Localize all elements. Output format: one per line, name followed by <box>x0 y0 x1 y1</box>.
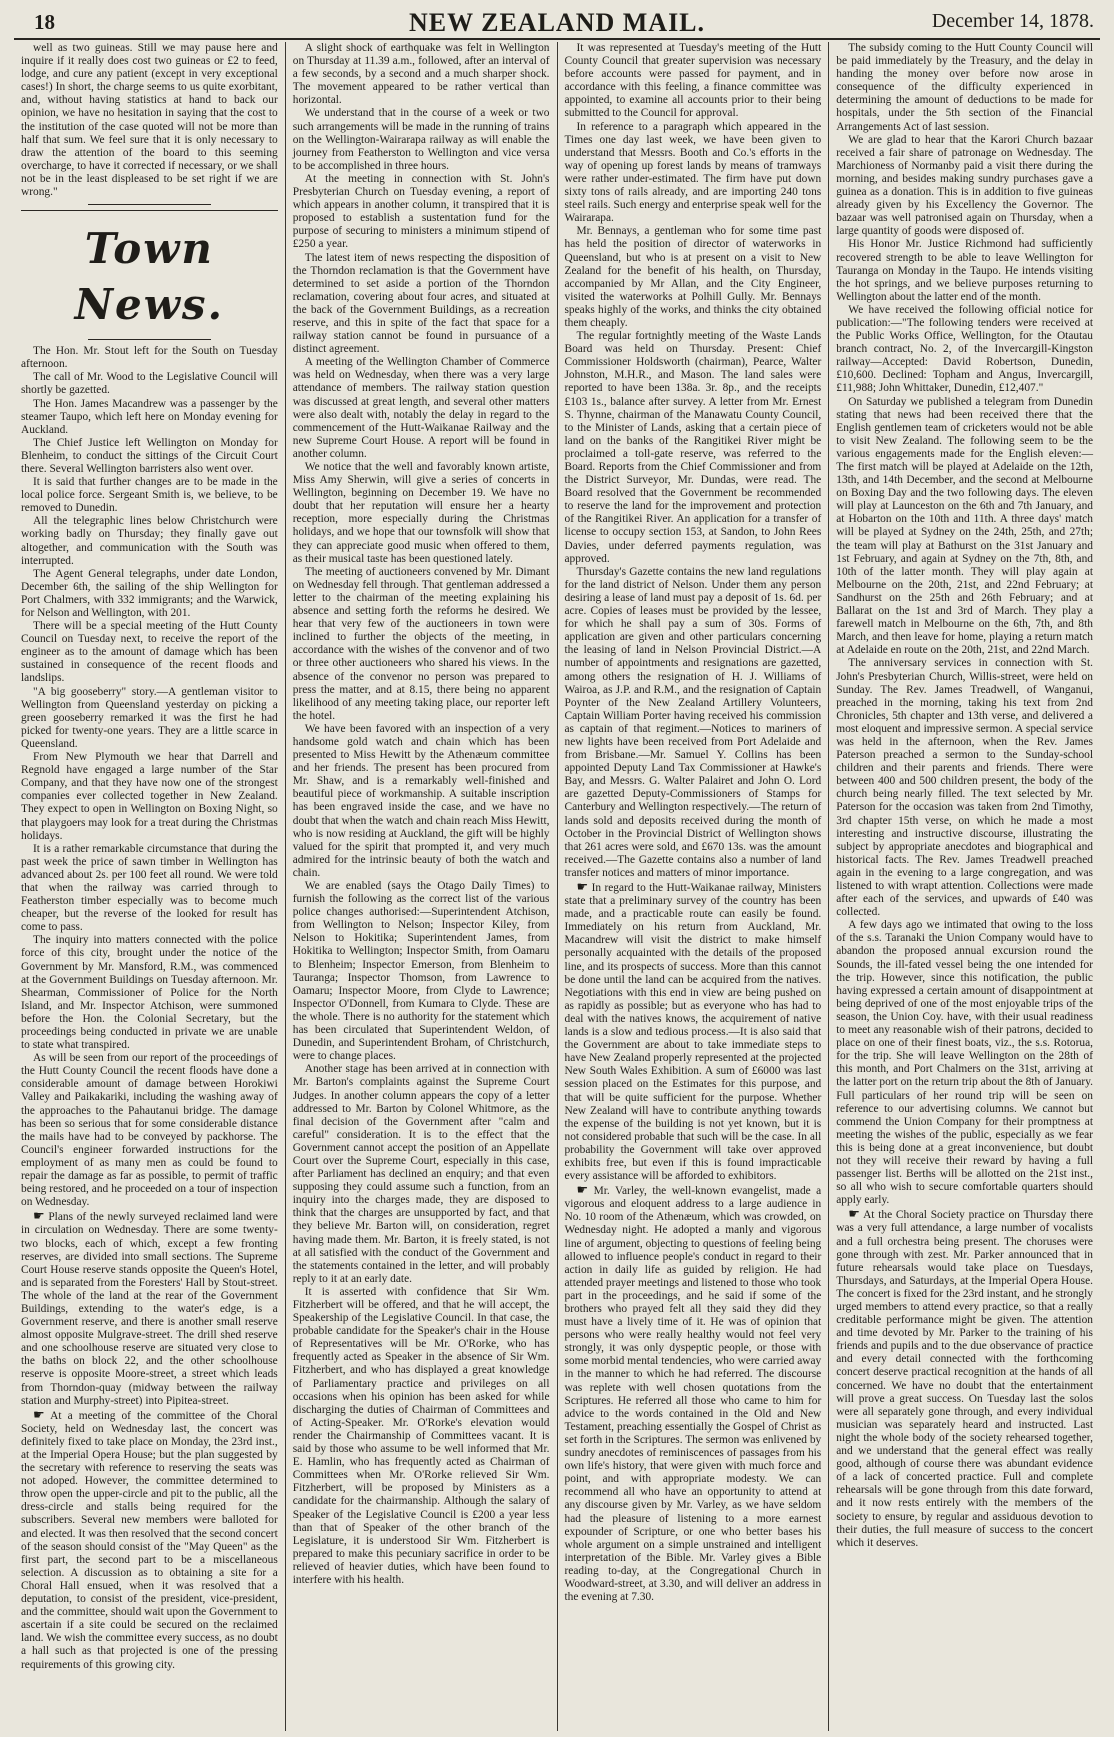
paragraph-text: Plans of the newly surveyed reclaimed land were in circulation on Wednesday. There are some twenty-two blocks, each of which, except a few fronting reserves, are divided into small sections. The Supreme Court House reserve stands opposite the Queen's Hotel, and is separated from the Foresters' Hall by Stout-street. The whole of the land at the rear of the Government Buildings, extending to the water's edge, is a Government reserve, and there is another small reserve almost opposite Mulgrave-street. The drill shed reserve and one schoolhouse reserve are situated very close to the baths on block 22, and the other schoolhouse reserve is opposite Moore-street, a street which leads from Thorndon-quay (midway between the railway station and Murphy-street) into Pipitea-street. <box>21 1211 278 1407</box>
paragraph-text: Another stage has been arrived at in connection with Mr. Barton's complaints against the Supreme Court Judges. In another column appears the copy of a letter addressed to Mr. Barton by Colonel Whitmore, as the final decision of the Government after "calm and careful" consideration. It is to the effect that the Government cannot accept the position of an Appellate Court over the Supreme Court, especially in this case, after Parliament has declined an enquiry; and that even supposing they could assume such a function, from an inquiry into the charges made, they are disposed to think that the charges are unsupported by fact, and that they believe Mr. Barton will, on consideration, regret having made them. Mr. Barton, it is freely stated, is not at all satisfied with the conduct of the Government and the statements contained in the letter, and will probably reply to it at an early date. <box>292 1063 550 1285</box>
masthead <box>14 8 1100 40</box>
section-divider <box>88 204 211 205</box>
paragraph-text: The Hon. James Macandrew was a passenger by the steamer Taupo, which left here on Monday evening for Auckland. <box>21 397 278 436</box>
paragraph-text: "A big gooseberry" story.—A gentleman visitor to Wellington from Queensland yesterday on picking a green gooseberry remarked it was the first he had picked for twenty-one years. They are a little scarce in Queensland. <box>21 685 278 750</box>
news-paragraph <box>836 1207 1093 1549</box>
news-paragraph <box>293 1063 550 1286</box>
news-paragraph <box>293 356 550 461</box>
pointing-hand-icon: ☛ <box>576 1182 589 1198</box>
news-paragraph <box>293 880 550 1063</box>
section-heading-town-news: Town News. <box>74 224 225 330</box>
newspaper-columns <box>14 42 1100 1731</box>
paragraph-text: The subsidy coming to the Hutt County Council will be paid immediately by the Treasury, and the delay in handing the money over before now arose in consequence of the difficulty experienced in determining the amount of deductions to be made for hospitals, under the 5th section of the Financial Arrangements Act of last session. <box>836 42 1093 133</box>
paragraph-text: The latest item of news respecting the disposition of the Thorndon reclamation is that the Government have determined to set aside a portion of the Thorndon reclamation, covering about four acres, and situated at the back of the Government Buildings, as a recreation reserve, and this in spite of the fact that space for a railway station cannot be found in pursuance of a distinct agreement. <box>292 251 550 356</box>
paragraph-text: We have been favored with an inspection of a very handsome gold watch and chain which has been presented to Miss Hewitt by the Athenæum committee and her friends. The present has been procured from Mr. Shaw, and is a remarkably well-finished and beautiful piece of workmanship. A suitable inscription has been engraved inside the case, and we have no doubt that when the watch and chain reach Miss Hewitt, who is now residing at Auckland, the gift will be highly valued for the spirit that prompted it, and very much admired for the intrinsic beauty of both the watch and chain. <box>292 722 550 879</box>
news-paragraph <box>21 398 278 437</box>
news-paragraph <box>21 620 278 685</box>
issue-date: December 14, 1878. <box>931 10 1094 32</box>
news-paragraph <box>836 304 1093 396</box>
news-paragraph <box>21 568 278 620</box>
news-paragraph <box>836 657 1093 919</box>
paragraph-text: Thursday's Gazette contains the new land regulations for the land district of Nelson. Under them any person desiring a lease of land must pay a deposit of 1s. 6d. per acre. Copies of leases must be provided by the lessee, for which he shall pay a sum of 30s. Forms of application are given and other particulars concerning the leasing of land in Nelson Provincial District.—A number of appointments and resignations are gazetted, among others the resignation of H. J. Williams of Wairoa, as J.P. and R.M., and the resignation of Captain Poynter of the New Zealand Artillery Volunteers, Captain William Porter having received his commission as captain of that regiment.—Notices to mariners of new lights have been received from Port Adelaide and from Brisbane.—Mr. Samuel Y. Collins has been appointed Deputy Land Tax Commissioner at Hawke's Bay, and Messrs. G. Walter Palairet and John O. Lord are gazetted Deputy-Commissioners of Stamps for Canterbury and Wellington respectively.—The return of lands sold and deposits received during the month of October in the Provincial District of Wellington shows that 261 acres were sold, and £670 13s. was the amount received.—The Gazette contains also a number of land transfer notices and matters of minor importance. <box>564 565 822 879</box>
paragraph-text: A meeting of the Wellington Chamber of Commerce was held on Wednesday, when there was a very large attendance of members. The railway station question was discussed at great length, and several other matters were also dealt with, notably the delay in regard to the commencement of the Hutt-Waikanae Railway and the new Supreme Court House. A report will be found in another column. <box>292 356 550 460</box>
paragraph-text: The anniversary services in connection with St. John's Presbyterian Church, Willis-street, were held on Sunday. The Rev. James Treadwell, of Wanganui, preached in the morning, taking his text from 2nd Chronicles, 5th chapter and 13th verse, and delivered a most eloquent and impressive sermon. A special service was held in the afternoon, when the Rev. James Paterson preached a sermon to the Sunday-school children and their parents and friends. There were between 400 and 500 children present, the body of the church being nearly filled. The text selected by Mr. Paterson for the occasion was taken from 2nd Timothy, 3rd chapter 15th verse, on which he made a most interesting and instructive discourse, illustrating the subject by appropriate anecdotes and biographical and historical facts. The Rev. James Treadwell preached again in the evening to a large congregation, and was listened to with wrapt attention. Collections were made after each of the services, and upwards of £40 was collected. <box>836 657 1093 919</box>
paragraph-text: At the meeting in connection with St. John's Presbyterian Church on Tuesday evening, a report of which appears in another column, it transpired that it is proposed to establish a sustentation fund for the purpose of securing to ministers a minimum stipend of £250 a year. <box>292 172 550 251</box>
pointing-hand-icon: ☛ <box>33 1208 45 1224</box>
news-paragraph <box>293 566 550 723</box>
news-paragraph <box>836 238 1093 303</box>
paragraph-text: It was represented at Tuesday's meeting of the Hutt County Council that greater supervision was necessary before accounts were passed for payment, and in accordance with this feeling, a finance committee was appointed, to examine all accounts prior to their being submitted to the Council for approval. <box>564 42 822 120</box>
news-paragraph <box>565 225 822 330</box>
news-paragraph <box>293 461 550 566</box>
pointing-hand-icon: ☛ <box>33 1406 45 1422</box>
paragraph-text: In regard to the Hutt-Waikanae railway, Ministers state that a preliminary survey of the country has been made, and a practicable route can easily be found. Immediately on his return from Auckland, Mr. Macandrew will visit the district to make himself personally acquainted with the details of the proposed line, and its prospects of success. More than this cannot be done until the land can be acquired from the natives. Negotiations with this end in view are being pushed on as rapidly as possible; but as everyone who has had to deal with the natives knows, the acquirement of native lands is a slow and tedious process.—It is also said that the Government are about to take immediate steps to have New Zealand properly represented at the projected New South Wales Exhibition. A sum of £6000 was last session placed on the Estimates for this purpose, and that will be quite sufficient for the purpose. Whether New Zealand will have to contribute anything towards the expense of the building is not yet known, but it is not considered probable that such will be the case. In all probability the Government will take over approved exhibits free, but even if this is found impracticable every assistance will be afforded to exhibitors. <box>564 882 822 1183</box>
paragraph-text: His Honor Mr. Justice Richmond had sufficiently recovered strength to be able to leave Wellington for Tauranga on Monday in the Taupo. He intends visiting the hot springs, and we believe purposes returning to Wellington about the latter end of the month. <box>836 238 1093 303</box>
news-paragraph <box>565 330 822 566</box>
paragraph-text: It is a rather remarkable circumstance that during the past week the price of sawn timber in Wellington has advanced about 2s. per 100 feet all round. We were told that when the railway was carried through to Featherston timber especially was to become much cheaper, but the reverse of the looked for result has come to pass. <box>21 842 278 934</box>
paragraph-text: Mr. Varley, the well-known evangelist, made a vigorous and eloquent address to a large audience in No. 10 room of the Athenæum, which was crowded, on Wednesday night. He adopted a manly and vigorous line of argument, objecting to questions of feeling being allowed to influence people's conduct in regard to their action in daily life as guided by religion. He had attended prayer meetings and listened to those who took part in the proceedings, and he said if some of the brothers who prayed felt all they said they did they must have a lively time of it. He was of opinion that persons who were really healthy would not feel very strongly, it was only dyspeptic people, or those with some morbid mental tendencies, who were carried away in the manner to which he had referred. The discourse was replete with well chosen quotations from the Scriptures. He referred all those who came to him for advice to the words contained in the Old and New Testament, preaching essentially the Gospel of Christ as set forth in the Scriptures. The sermon was enlivened by sundry anecdotes of reminiscences of passages from his own life's history, that were given with much force and point, and with appropriate modesty. We can recommend all who have an opportunity to attend at any discourse given by Mr. Varley, as we have seldom had the pleasure of listening to a more earnest expounder of Scripture, or one who better bases his whole argument on a simple unstrained and intelligent interpretation of the Bible. Mr. Varley gives a Bible reading to-day, at the Congregational Church in Woodward-street, at 3.30, and will deliver an address in the evening at 7.30. <box>564 1185 822 1604</box>
paragraph-text: It is asserted with confidence that Sir Wm. Fitzherbert will be offered, and that he will accept, the Speakership of the Legislative Council. In that case, the probable candidate for the Speaker's chair in the House of Representatives will be Mr. O'Rorke, who has frequently acted as Speaker in the absence of Sir Wm. Fitzherbert, and who has displayed a great knowledge of Parliamentary practice and privileges on all occasions when his opinion has been asked for while discharging the duties of Chairman of Committees and of Acting-Speaker. Mr. O'Rorke's elevation would render the Chairmanship of Committees vacant. It is said by those who assume to be well informed that Mr. E. Hamlin, who has frequently acted as Chairman of Committees when Mr. O'Rorke relieved Sir Wm. Fitzherbert, will be proposed by Ministers as a candidate for the chairmanship. Although the salary of Speaker of the Legislative Council is £200 a year less than that of Speaker of the other branch of the Legislature, it is understood Sir Wm. Fitzherbert is prepared to make this pecuniary sacrifice in order to be relieved of heavier duties, which have been found to interfere with his health. <box>292 1285 550 1586</box>
paragraph-text: It is said that further changes are to be made in the local police force. Sergeant Smith is, we believe, to be removed to Dunedin. <box>21 476 278 515</box>
news-paragraph <box>21 1052 278 1209</box>
news-paragraph <box>836 134 1093 239</box>
news-paragraph <box>565 880 822 1183</box>
paragraph-text: All the telegraphic lines below Christchurch were working badly on Thursday; they finally gave out altogether, and communication with the South was interrupted. <box>21 515 278 567</box>
paragraph-text: The regular fortnightly meeting of the Waste Lands Board was held on Thursday. Present: Chief Commissioner Holdsworth (chairman), Pearce, Walter Johnston, M.H.R., and Mason. The land sales were reported to have been 138a. 3r. 8p., and the receipts £103 1s., balance after survey. A letter from Mr. Ernest S. Thynne, chairman of the Manawatu County Council, to the Minister of Lands, asking that a certain piece of land on the banks of the Rangitikei River might be proclaimed a toll-gate reserve, was referred to the Board. Reports from the Chief Commissioner and from the District Surveyor, Mr. Dundas, were read. The Board resolved that the Government be recommended to reserve the land for the improvement and protection of the Rangitikei River. An application for a transfer of license to occupy section 153, at Sandon, to John Rees Davies, under deferred payments regulation, was approved. <box>564 330 822 565</box>
news-paragraph <box>565 1183 822 1604</box>
news-paragraph <box>293 252 550 357</box>
paragraph-text: We have received the following official notice for publication:—"The following tenders were received at the Public Works Office, Wellington, for the Otautau branch contract, No. 2, of the Invercargill-Kingston railway—Accepted: David Robertson, Dunedin, £10,600. Declined: Topham and Angus, Invercargill, £11,988; John Whittaker, Dunedin, £12,407." <box>836 303 1093 395</box>
news-paragraph <box>21 686 278 751</box>
paragraph-text: In reference to a paragraph which appeared in the Times one day last week, we have been given to understand that Messrs. Booth and Co.'s efforts in the way of opening up forest lands by means of tramways were rather under-estimated. The firm have put down sixty tons of rails already, and are importing 240 tons steel rails. Such energy and enterprise speak well for the Wairarapa. <box>564 120 822 225</box>
paragraph-text: Mr. Bennays, a gentleman who for some time past has held the position of director of waterworks in Queensland, but who is at present on a visit to New Zealand for the benefit of his health, on Thursday, accompanied by Mr Allan, and the City Engineer, visited the waterworks at Polhill Gully. Mr. Bennays speaks highly of the works, and thinks the city obtained them cheaply. <box>564 225 822 329</box>
paragraph-text: As will be seen from our report of the proceedings of the Hutt County Council the recent floods have done a considerable amount of damage between Horokiwi Valley and Paikakariki, including the washing away of the approaches to the Pahautanui bridge. The damage has been so serious that for some considerable distance the mails have had to be conveyed by packhorse. The Council's engineer forwarded instructions for the employment of as many men as could be found to repair the damage as far as possible, to permit of traffic being restored, and he proceeded on a tour of inspection on Wednesday. <box>21 1052 278 1209</box>
news-paragraph <box>21 1408 278 1672</box>
paragraph-text: The meeting of auctioneers convened by Mr. Dimant on Wednesday fell through. That gentleman addressed a letter to the chairman of the meeting explaining his absence and setting forth the reforms he desired. We hear that very few of the auctioneers in town were inclined to further the objects of the meeting, in accordance with the wishes of the convenor and of two or three other auctioneers who shared his views. In the absence of the convenor no person was prepared to press the matter, and at 8.15, there being no apparent likelihood of any meeting taking place, our reporter left the hotel. <box>292 565 550 722</box>
paragraph-text: The Agent General telegraphs, under date London, December 6th, the sailing of the ship Wellington for Port Chalmers, with 332 immigrants; and the Warwick, for Nelson and Wellington, with 201. <box>21 567 278 619</box>
section-divider <box>21 210 278 211</box>
news-paragraph <box>836 42 1093 134</box>
paragraph-text: The inquiry into matters connected with the police force of this city, brought under the notice of the Government by Mr. Mansford, R.M., was commenced at the Government Buildings on Tuesday afternoon. Mr. Shearman, Commissioner of Police for the North Island, and Mr. Inspector Atchison, were summoned before the Hon. the Colonial Secretary, but the proceedings being conducted in private we are unable to state what transpired. <box>21 934 278 1052</box>
news-paragraph <box>21 371 278 397</box>
paragraph-text: There will be a special meeting of the Hutt County Council on Tuesday next, to receive the report of the engineer as to the amount of damage which has been sustained in consequence of the recent floods and landslips. <box>21 620 278 685</box>
column-3 <box>558 42 830 1731</box>
news-paragraph <box>293 723 550 880</box>
paragraph-text: From New Plymouth we hear that Darrell and Regnold have engaged a large number of the Star Company, and that they have now one of the strongest companies ever collected together in New Zealand. They expect to open in Wellington on Boxing Night, so that playgoers may look for a treat during the Christmas holidays. <box>21 751 278 842</box>
news-paragraph <box>293 42 550 107</box>
section-divider <box>88 339 211 340</box>
column-4 <box>829 42 1100 1731</box>
news-paragraph <box>565 121 822 226</box>
news-paragraph <box>836 919 1093 1207</box>
paragraph-text: The Chief Justice left Wellington on Monday for Blenheim, to conduct the sittings of the Circuit Court there. Several Wellington barristers also went over. <box>21 436 278 475</box>
paragraph-text: The call of Mr. Wood to the Legislative Council will shortly be gazetted. <box>21 371 278 397</box>
paragraph-text: A few days ago we intimated that owing to the loss of the s.s. Taranaki the Union Company would have to abandon the proposed annual excursion round the Sounds, the ill-fated vessel being the one intended for the trip. However, since this notification, the public having expressed a certain amount of disappointment at being deprived of one of the most enjoyable trips of the season, the Union Coy. have, with their usual readiness to meet any reasonable wish of their patrons, decided to place on one of their finest boats, viz., the s.s. Rotorua, for the trip. She will leave Wellington on the 28th of this month, and Port Chalmers on the 31st, arriving at the latter port on the return trip about the 8th of January. Full particulars of her round trip will be seen on reference to our advertising columns. We cannot but commend the Union Company for their promptness at meeting the wishes of the public, especially as we fear this is being done at a great inconvenience, but doubt not they will receive their reward by having a full passenger list. Berths will be allotted on the 21st inst., so all who wish to secure comfortable quarters should apply early. <box>836 919 1093 1207</box>
news-paragraph <box>21 515 278 567</box>
paragraph-text: At the Choral Society practice on Thursday there was a very full attendance, a large number of vocalists and a full orchestra being present. The choruses were gone through with zest. Mr. Parker announced that in future rehearsals would take place on Tuesdays, Thursdays, and Saturdays, at the Imperial Opera House. The concert is fixed for the 23rd instant, and he strongly urged members to attend every practice, so that a really creditable performance might be given. The attention and time devoted by Mr. Parker to the training of his friends and pupils and to the due observance of practice and every detail connected with the forthcoming concert deserve practical recognition at the hands of all concerned. We have no doubt that the entertainment will prove a great success. On Tuesday last the solos were all separately gone through, and every individual musician was separately heard and instructed. Last night the whole body of the society rehearsed together, and we understand that the general effect was really good, although of course there was abundant evidence of a lack of concerted practice. Full and complete rehearsals will be gone through from this date forward, and it now rests entirely with the members of the society to ensure, by regular and assiduous devotion to their duties, the full measure of success to the concert which it deserves. <box>836 1209 1094 1549</box>
news-paragraph <box>21 437 278 476</box>
news-paragraph <box>836 396 1093 658</box>
news-paragraph <box>21 476 278 515</box>
news-paragraph <box>293 1286 550 1587</box>
news-paragraph <box>21 345 278 371</box>
paragraph-text: We are enabled (says the Otago Daily Times) to furnish the following as the correct list of the various police changes authorised:—Superintendent Atchison, from Wellington to Nelson; Inspector Kiley, from Nelson to Hokitika; Superintendent James, from Hokitika to Wellington; Inspector Smith, from Oamaru to Blenheim; Inspector Emerson, from Blenheim to Tauranga; Inspector Thomson, from Lawrence to Oamaru; Inspector Moore, from Clyde to Lawrence; Inspector O'Donnell, from Kumara to Clyde. These are the whole. There is no authority for the statement which has been circulated that Superintendent Weldon, of Dunedin, and Superintendent Broham, of Christchurch, were to change places. <box>292 880 550 1063</box>
news-paragraph <box>21 934 278 1052</box>
column-1 <box>14 42 286 1731</box>
news-paragraph <box>21 843 278 935</box>
paragraph-text: At a meeting of the committee of the Choral Society, held on Wednesday last, the concert was definitely fixed to take place on Monday, the 23rd inst., at the Imperial Opera House; but the plan suggested by the secretary with reference to reserving the seats was not adoped. However, the committee determined to throw open the upper-circle and pit to the public, all the dress-circle and stalls being required for the subscribers. Several new members were balloted for and elected. It was then resolved that the second concert of the season should consist of the "May Queen" as the first part, the second part to be a miscellaneous selection. A discussion as to obtaining a site for a Choral Hall ensued, when it was resolved that a deputation, to consist of the president, vice-president, and the committee, should wait upon the Government to ascertain if a site could be secured on the reclaimed land. We wish the committee every success, as no doubt a hall such as that projected is one of the pressing requirements of this growing city. <box>21 1409 278 1671</box>
news-paragraph <box>293 173 550 252</box>
news-paragraph <box>293 107 550 172</box>
page-number: 18 <box>34 10 55 34</box>
paragraph-text: On Saturday we published a telegram from Dunedin stating that news had been received there that the English gentlemen team of cricketers would not be able to visit New Zealand. The following seem to be the various engagements made for the English eleven:—The first match will be played at Adelaide on the 12th, 13th, and 14th December, and the second at Melbourne on Boxing Day and the two following days. The eleven will play at Launceston on the 6th and 7th January, and at Hobarton on the 10th and 11th. A three days' match will be played at Sydney on the 24th, 25th, and 27th; the team will play at Bathurst on the 31st January and 1st February, and again at Sydney on the 7th, 8th, and 10th of the latter month. They will play again at Melbourne on the 20th, 21st, and 22nd February; at Sandhurst on the 25th and 26th February; and at Ballarat on the 1st and 3rd of March. They play a farewell match in Melbourne on the 6th, 7th, and 8th March, and then leave for home, playing a return match at Adelaide en route on the 20th, 21st, and 22nd March. <box>836 395 1093 657</box>
news-paragraph <box>21 751 278 843</box>
news-paragraph <box>21 1209 278 1407</box>
pointing-hand-icon: ☛ <box>848 1206 860 1222</box>
paragraph-text: A slight shock of earthquake was felt in Wellington on Thursday at 11.39 a.m., followed, after an interval of a few seconds, by a second and a much sharper shock. The movement appeared to be rather vertical than horizontal. <box>292 42 550 107</box>
paragraph-text: We notice that the well and favorably known artiste, Miss Amy Sherwin, will give a series of concerts in Wellington, beginning on December 19. We have no doubt that her reputation will ensure her a hearty reception, more especially during the Christmas holidays, and we hope that our townsfolk will show that they can appreciate good music when offered to them, as their musical taste has been questioned lately. <box>292 461 550 565</box>
newspaper-title: NEW ZEALAND MAIL. <box>408 8 706 37</box>
paragraph-text: We understand that in the course of a week or two such arrangements will be made in the running of trains on the Wellington-Wairarapa railway as will enable the journey from Featherston to Wellington and vice versa to be accomplished in three hours. <box>292 107 550 172</box>
news-paragraph <box>565 566 822 880</box>
news-paragraph <box>565 42 822 121</box>
paragraph-text: We are glad to hear that the Karori Church bazaar received a fair share of patronage on Wednesday. The Marchioness of Normanby paid a visit there during the morning, and besides making sundry purchases gave a guinea as a donation. This is in addition to five guineas already given by his Excellency the Governor. The bazaar was well patronised again on Thursday, when a large quantity of goods were disposed of. <box>836 133 1093 238</box>
pointing-hand-icon: ☛ <box>576 879 589 894</box>
paragraph-text: The Hon. Mr. Stout left for the South on Tuesday afternoon. <box>21 345 278 371</box>
column-2 <box>286 42 558 1731</box>
intro-paragraph: well as two guineas. Still we may pause here and inquire if it really does cost two guineas or £2 to feed, lodge, and cure any patient (except in very exceptional cases!) In short, the charge seems to us quite exorbitant, and, without having statistics at hand to back our opinion, we have no hesitation in saying that the cost to the institution of the case quoted will not be more than half that sum. We feel sure that it is only necessary to draw the attention of the board to this seeming overcharge, to have it corrected if necessary, or we shall not be in the least displeased to be set right if we are wrong." <box>21 42 278 199</box>
